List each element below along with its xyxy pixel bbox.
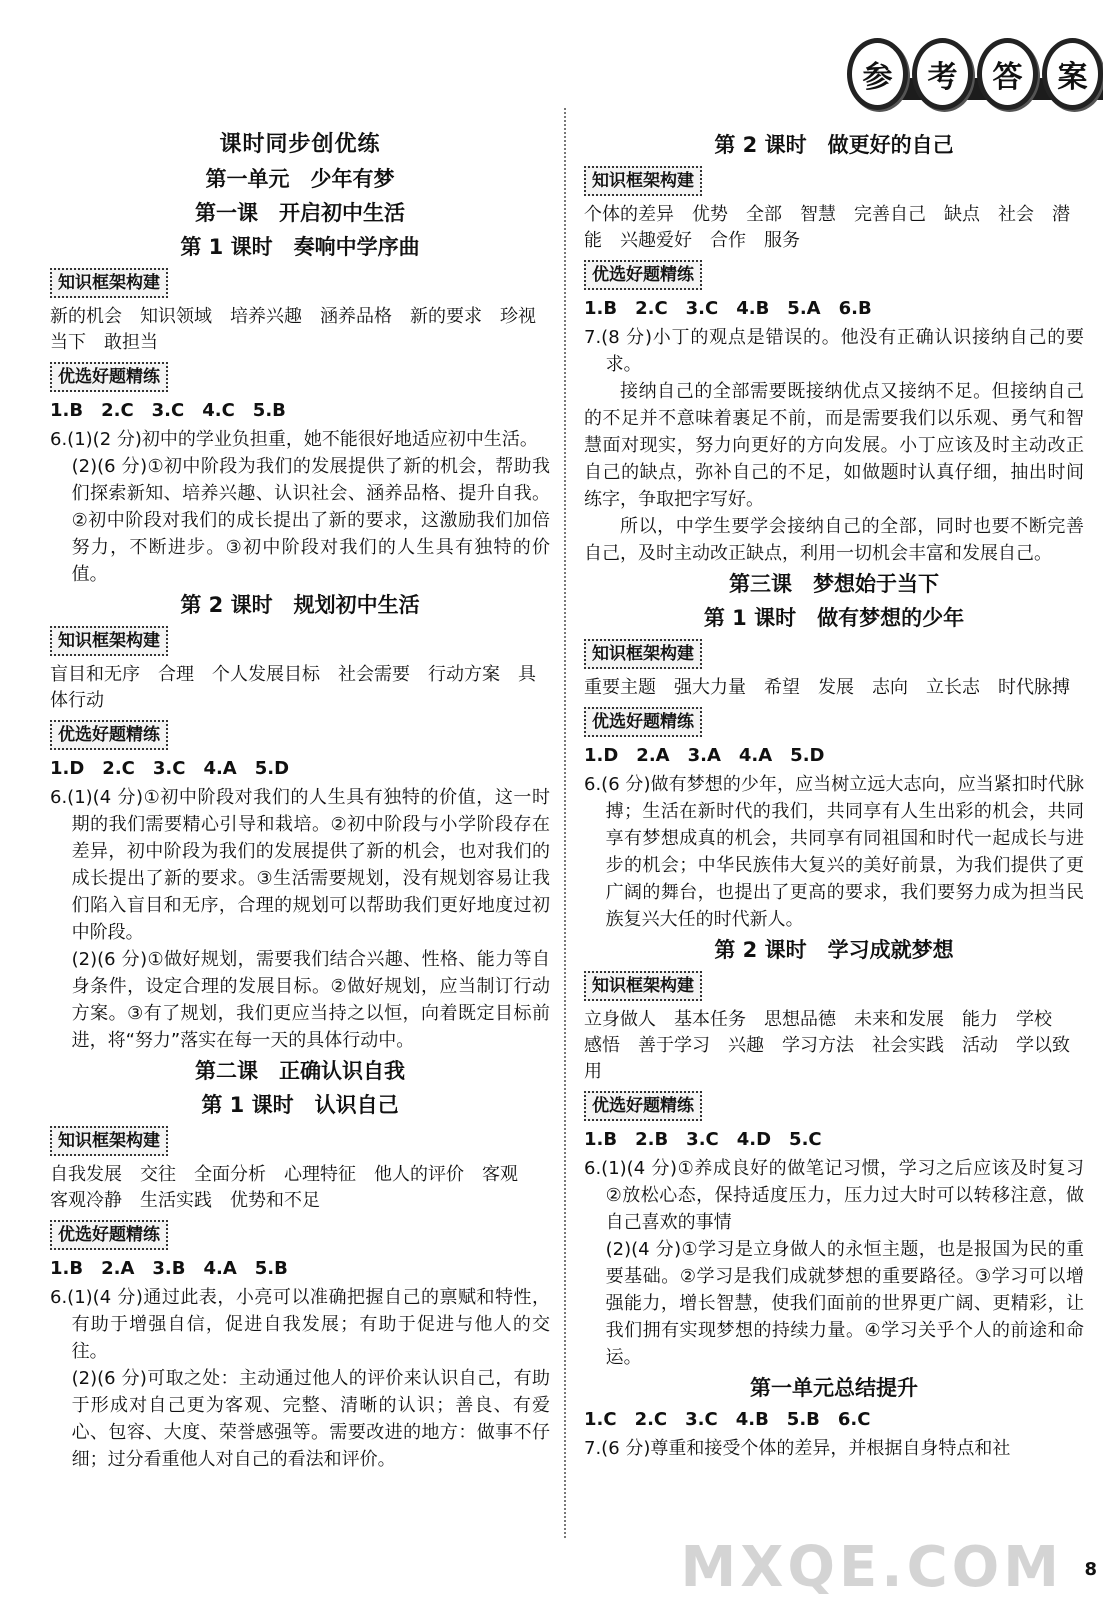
- answer-q6-part2: (2)(6 分)可取之处：主动通过他人的评价来认识自己，有助于形成对自己更为客观、完整、清晰的认识；善良、有爱心、包容、大度、荣誉感强等。需要改进的地方：做事不仔细；过分看重他人对自己的看法和评价。: [71, 1368, 550, 1470]
- banner-title: 课时同步创优练: [219, 132, 381, 157]
- section-l3c1: [584, 601, 1084, 933]
- answer-q6-part2: (2)(6 分)①初中阶段为我们的发展提供了新的机会，帮助我们探索新知、培养兴趣、认识社会、涵养品格、提升自我。②初中阶段对我们的成长提出了新的要求，这激励我们加倍努力，不断进步。③初中阶段对我们的人生具有独特的价值。: [71, 456, 550, 585]
- practice-tag: 优选好题精练: [50, 1220, 168, 1250]
- answer-key-header: [843, 36, 1103, 112]
- header-char: 案: [1042, 38, 1103, 110]
- knowledge-keywords: 个体的差异 优势 全部 智慧 完善自己 缺点 社会 潜能 兴趣爱好 合作 服务: [584, 204, 1070, 251]
- choice-answers: 1.B 2.A 3.B 4.A 5.B: [50, 1258, 288, 1279]
- practice-tag: 优选好题精练: [584, 1091, 702, 1121]
- header-char: 考: [912, 38, 973, 110]
- answer-q6-part1: 6.(1)(2 分)初中的学业负担重，她不能很好地适应初中生活。: [50, 429, 538, 450]
- lesson-title: 第三课 梦想始于当下: [729, 572, 939, 596]
- choice-answers: 1.B 2.C 3.C 4.C 5.B: [50, 400, 286, 421]
- left-column: [50, 128, 550, 1473]
- right-column: [584, 128, 1102, 1462]
- section-l2c1: [50, 1088, 550, 1473]
- choice-answers: 1.C 2.C 3.C 4.B 5.B 6.C: [584, 1409, 871, 1430]
- choice-answers: 1.D 2.C 3.C 4.A 5.D: [50, 758, 290, 779]
- period-title: 第 1 课时 认识自己: [201, 1093, 399, 1117]
- knowledge-tag: 知识框架构建: [584, 166, 702, 196]
- answer-q6-part2: (2)(6 分)①做好规划，需要我们结合兴趣、性格、能力等自身条件，设定合理的发展目标。②做好规划，应当制订行动方案。③有了规划，我们更应当持之以恒，向着既定目标前进，将“努力”落实在每一天的具体行动中。: [71, 949, 550, 1051]
- knowledge-tag: 知识框架构建: [584, 971, 702, 1001]
- header-char: 参: [847, 38, 908, 110]
- answer-q6-part1: 6.(1)(4 分)通过此表，小亮可以准确把握自己的禀赋和特性，有助于增强自信，促进自我发展；有助于促进与他人的交往。: [50, 1287, 550, 1362]
- practice-tag: 优选好题精练: [50, 720, 168, 750]
- answer-q6-part2: (2)(4 分)①学习是立身做人的永恒主题，也是报国为民的重要基础。②学习是我们成就梦想的重要路径。③学习可以增强能力，增长智慧，使我们面前的世界更广阔、更精彩，让我们拥有实现梦想的持续力量。④学习关乎个人的前途和命运。: [605, 1239, 1084, 1368]
- page-number: 8: [1084, 1559, 1097, 1580]
- choice-answers: 1.D 2.A 3.A 4.A 5.D: [584, 745, 825, 766]
- section-l1c2: [50, 588, 550, 1054]
- section-l1c1: [50, 230, 550, 588]
- period-title: 第 1 课时 做有梦想的少年: [703, 606, 965, 630]
- practice-tag: 优选好题精练: [584, 260, 702, 290]
- answer-q7: 7.(6 分)尊重和接受个体的差异，并根据自身特点和社: [584, 1438, 1011, 1459]
- answer-q6-part1: 6.(1)(4 分)①养成良好的做笔记习惯，学习之后应该及时复习 ②放松心态，保持适度压力，压力过大时可以转移注意，做自己喜欢的事情: [584, 1158, 1102, 1233]
- answer-q7-part1: 7.(8 分)小丁的观点是错误的。他没有正确认识接纳自己的要求。: [584, 327, 1084, 375]
- practice-tag: 优选好题精练: [584, 707, 702, 737]
- choice-answers: 1.B 2.C 3.C 4.B 5.A 6.B: [584, 298, 872, 319]
- header-char: 答: [977, 38, 1038, 110]
- answer-q7-part3: 所以，中学生要学会接纳自己的全部，同时也要不断完善自己，及时主动改正缺点，利用一切机会丰富和发展自己。: [584, 516, 1084, 564]
- knowledge-keywords: 新的机会 知识领域 培养兴趣 涵养品格 新的要求 珍视当下 敢担当: [50, 306, 536, 353]
- answer-q7-part2: 接纳自己的全部需要既接纳优点又接纳不足。但接纳自己的不足并不意味着裹足不前，而是需要我们以乐观、勇气和智慧面对现实，努力向更好的方向发展。小丁应该及时主动改正自己的缺点，弥补自己的不足，如做题时认真仔细，抽出时间练字，争取把字写好。: [584, 381, 1084, 510]
- unit-title: 第一单元 少年有梦: [205, 167, 395, 191]
- column-divider: [564, 108, 566, 1538]
- period-title: 第 2 课时 做更好的自己: [714, 133, 954, 157]
- section-l2c2: [584, 128, 1084, 567]
- knowledge-keywords: 立身做人 基本任务 思想品德 未来和发展 能力 学校 感悟 善于学习 兴趣 学习方法 社会实践 活动 学以致用: [584, 1009, 1070, 1082]
- section-unit-summary: [584, 1371, 1084, 1462]
- knowledge-tag: 知识框架构建: [584, 639, 702, 669]
- lesson-title: 第二课 正确认识自我: [195, 1059, 405, 1083]
- period-title: 第 2 课时 规划初中生活: [180, 593, 420, 617]
- knowledge-keywords: 盲目和无序 合理 个人发展目标 社会需要 行动方案 具体行动: [50, 664, 536, 711]
- knowledge-tag: 知识框架构建: [50, 626, 168, 656]
- period-title: 第 1 课时 奏响中学序曲: [180, 235, 420, 259]
- summary-title: 第一单元总结提升: [750, 1376, 918, 1400]
- watermark: MXQE.COM: [680, 1535, 1063, 1600]
- answer-q6: 6.(6 分)做有梦想的少年，应当树立远大志向，应当紧扣时代脉搏；生活在新时代的我们，共同享有人生出彩的机会，共同享有梦想成真的机会，共同享有同祖国和时代一起成长与进步的机会；中华民族伟大复兴的美好前景，为我们提供了更广阔的舞台，也提出了更高的要求，我们要努力成为担当民族复兴大任的时代新人。: [584, 774, 1084, 930]
- period-title: 第 2 课时 学习成就梦想: [714, 938, 954, 962]
- choice-answers: 1.B 2.B 3.C 4.D 5.C: [584, 1129, 822, 1150]
- knowledge-keywords: 重要主题 强大力量 希望 发展 志向 立长志 时代脉搏: [584, 677, 1070, 698]
- knowledge-tag: 知识框架构建: [50, 1126, 168, 1156]
- knowledge-tag: 知识框架构建: [50, 268, 168, 298]
- practice-tag: 优选好题精练: [50, 362, 168, 392]
- lesson-title: 第一课 开启初中生活: [195, 201, 405, 225]
- section-l3c2: [584, 933, 1102, 1371]
- knowledge-keywords: 自我发展 交往 全面分析 心理特征 他人的评价 客观 客观冷静 生活实践 优势和不足: [50, 1164, 536, 1211]
- answer-q6-part1: 6.(1)(4 分)①初中阶段对我们的人生具有独特的价值，这一时期的我们需要精心引导和栽培。②初中阶段与小学阶段存在差异，初中阶段为我们的发展提供了新的机会，也对我们的成长提出了新的要求。③生活需要规划，没有规划容易让我们陷入盲目和无序，合理的规划可以帮助我们更好地度过初中阶段。: [50, 787, 550, 943]
